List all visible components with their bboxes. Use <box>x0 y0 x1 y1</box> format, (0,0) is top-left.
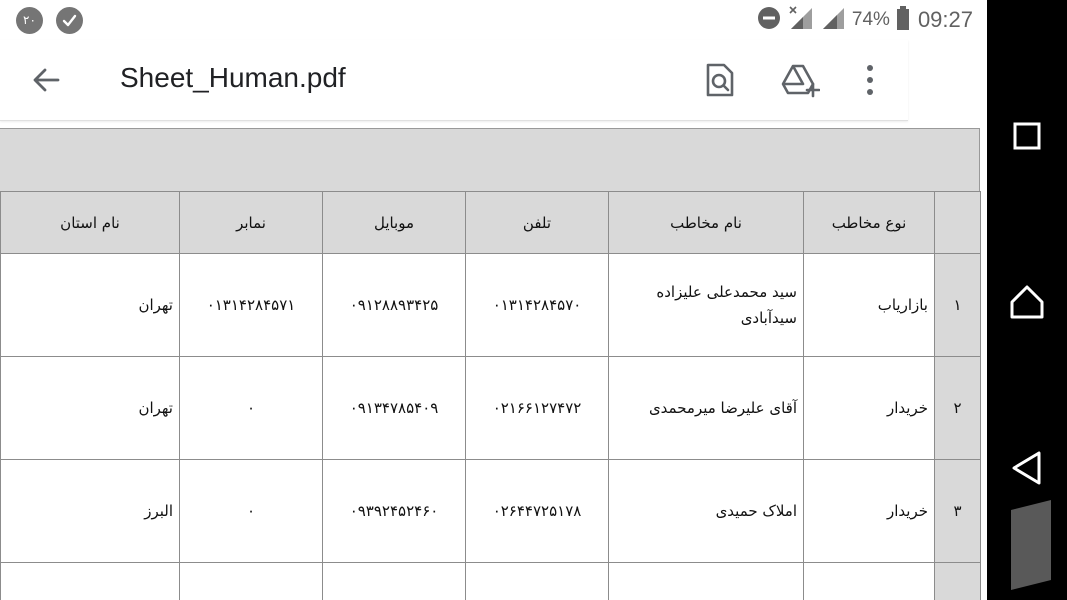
add-to-drive-icon <box>780 62 820 98</box>
row-index-cell: ۲ <box>935 357 981 460</box>
contact-type-cell: خریدار <box>804 357 935 460</box>
status-bar <box>0 0 987 40</box>
row-index-cell: ۳ <box>935 460 981 563</box>
add-to-drive-button[interactable] <box>778 58 822 102</box>
home-icon <box>1009 284 1045 320</box>
sheet-header-band <box>0 128 980 192</box>
phone-cell: ۰۲۶۴۴۷۲۵۱۷۸ <box>466 460 609 563</box>
more-vert-icon <box>865 64 875 96</box>
column-header: موبایل <box>323 192 466 254</box>
back-nav-button[interactable] <box>1007 448 1047 488</box>
pdf-viewer[interactable] <box>0 128 981 600</box>
row-index-cell <box>935 563 981 600</box>
home-button[interactable] <box>1007 282 1047 322</box>
contact-name-cell: آقای علیرضا میرمحمدی <box>609 357 804 460</box>
row-index-cell: ۱ <box>935 254 981 357</box>
mobile-cell: ۰۹۳۹۲۴۵۲۴۶۰ <box>323 460 466 563</box>
battery-icon <box>896 5 910 35</box>
table-row <box>1 460 981 563</box>
system-navigation-bar <box>987 0 1067 600</box>
contact-type-cell: خریدار <box>804 460 935 563</box>
notification-count-badge: ۲۰ <box>16 7 43 34</box>
back-button[interactable] <box>24 60 68 100</box>
province-cell: تهران <box>1 357 180 460</box>
province-cell: تهران <box>1 254 180 357</box>
contacts-table <box>0 191 981 600</box>
contact-type-cell: بازاریاب <box>804 254 935 357</box>
index-header <box>935 192 981 254</box>
table-row <box>1 357 981 460</box>
battery-percent: 74% <box>851 9 890 30</box>
find-in-document-button[interactable] <box>698 58 742 102</box>
check-circle-icon <box>56 7 83 34</box>
do-not-disturb-icon <box>756 5 782 35</box>
phone-cell: ۰۲۱۶۶۱۲۷۴۷۲ <box>466 357 609 460</box>
province-cell <box>1 563 180 600</box>
fax-cell <box>180 563 323 600</box>
fax-cell: ۰۱۳۱۴۲۸۴۵۷۱ <box>180 254 323 357</box>
column-header: نام استان <box>1 192 180 254</box>
clock: 09:27 <box>917 7 973 32</box>
more-options-button[interactable] <box>848 58 892 102</box>
contact-name-cell: سید محمدعلی علیزاده سیدآبادی <box>609 254 804 357</box>
recents-button[interactable] <box>1007 116 1047 156</box>
contact-name-cell <box>609 563 804 600</box>
signal-no-data-icon <box>788 5 814 35</box>
phone-cell: ۰۱۳۱۴۲۸۴۵۷۰ <box>466 254 609 357</box>
watermark-logo-icon <box>1001 500 1061 595</box>
mobile-cell: ۰۹۱۲۸۸۹۳۴۲۵ <box>323 254 466 357</box>
document-title: Sheet_Human.pdf <box>120 62 346 93</box>
contact-name-cell: املاک حمیدی <box>609 460 804 563</box>
recents-square-icon <box>1012 121 1042 151</box>
column-header: تلفن <box>466 192 609 254</box>
fax-cell: ۰ <box>180 357 323 460</box>
find-in-document-icon <box>704 62 736 98</box>
contact-type-cell <box>804 563 935 600</box>
phone-cell <box>466 563 609 600</box>
back-arrow-icon <box>30 64 62 96</box>
column-header: نمابر <box>180 192 323 254</box>
table-header-row <box>1 192 981 254</box>
province-cell: البرز <box>1 460 180 563</box>
app-bar <box>0 40 908 121</box>
back-triangle-icon <box>1011 450 1043 486</box>
fax-cell: ۰ <box>180 460 323 563</box>
column-header: نام مخاطب <box>609 192 804 254</box>
mobile-cell: ۰۹۱۳۴۷۸۵۴۰۹ <box>323 357 466 460</box>
column-header: نوع مخاطب <box>804 192 935 254</box>
table-row <box>1 563 981 600</box>
signal-icon <box>820 5 846 35</box>
table-row <box>1 254 981 357</box>
status-indicators <box>756 6 973 34</box>
mobile-cell <box>323 563 466 600</box>
